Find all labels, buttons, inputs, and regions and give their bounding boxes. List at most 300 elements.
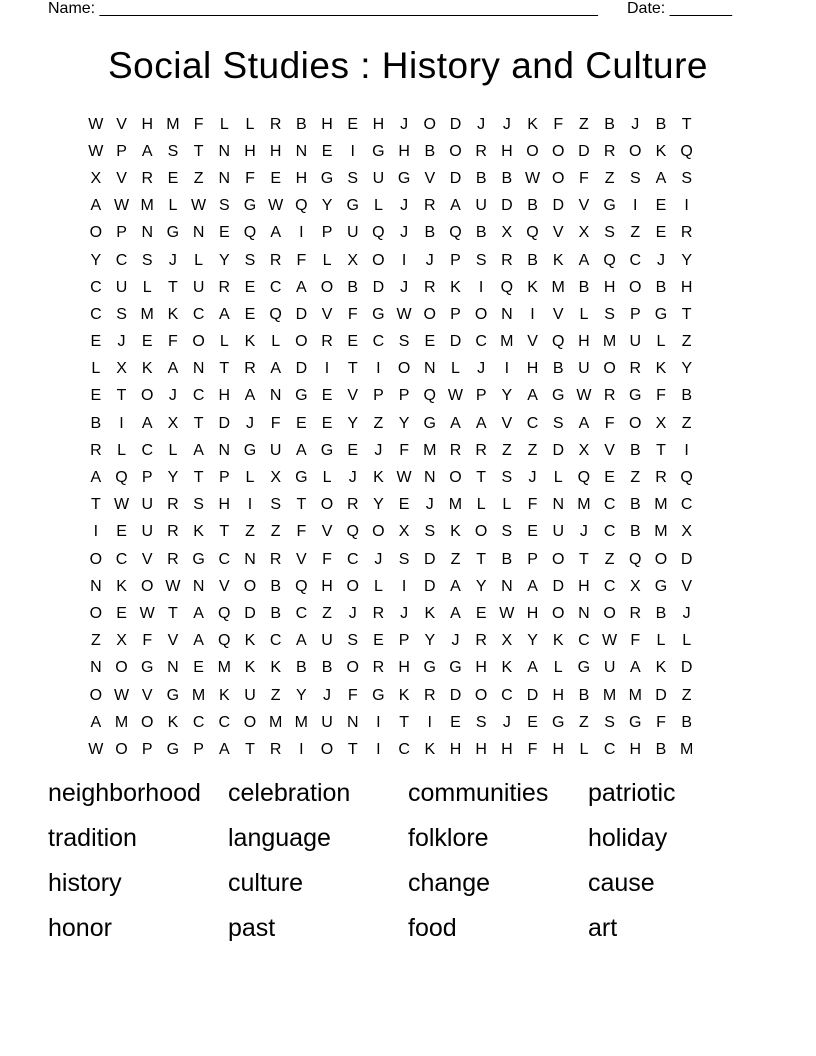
- grid-letter: V: [296, 550, 307, 568]
- grid-letter: M: [602, 686, 617, 704]
- grid-letter: R: [424, 686, 436, 704]
- name-field-label: Name: ________________________________________________________: [48, 0, 598, 17]
- grid-letter: O: [372, 523, 385, 541]
- grid-letter: W: [602, 632, 618, 650]
- grid-letter: Z: [579, 115, 589, 133]
- grid-letter: R: [475, 441, 487, 459]
- grid-letter: J: [400, 115, 409, 133]
- grid-letter: Z: [501, 441, 512, 459]
- grid-row: [83, 600, 700, 627]
- grid-letter: E: [218, 224, 230, 242]
- grid-letter: V: [552, 305, 564, 323]
- word-bank-item: folklore: [408, 824, 489, 852]
- grid-row: [83, 138, 700, 165]
- grid-letter: G: [423, 414, 436, 432]
- grid-letter: B: [629, 441, 641, 459]
- grid-letter: M: [654, 523, 668, 541]
- grid-letter: T: [347, 740, 358, 758]
- grid-letter: K: [141, 360, 153, 378]
- grid-letter: G: [192, 550, 205, 568]
- grid-letter: E: [347, 333, 359, 351]
- grid-letter: X: [655, 414, 667, 432]
- grid-letter: G: [603, 197, 616, 215]
- grid-row: [83, 193, 700, 220]
- grid-letter: R: [680, 224, 693, 242]
- grid-letter: R: [603, 387, 616, 405]
- grid-letter: H: [269, 142, 282, 160]
- grid-letter: H: [552, 686, 564, 704]
- grid-letter: D: [372, 278, 385, 296]
- grid-letter: U: [475, 197, 487, 215]
- grid-letter: K: [167, 305, 179, 323]
- grid-letter: B: [475, 169, 487, 187]
- grid-letter: A: [450, 577, 461, 595]
- grid-letter: O: [423, 115, 436, 133]
- grid-letter: I: [401, 251, 407, 269]
- grid-letter: P: [450, 251, 461, 269]
- grid-letter: K: [552, 251, 564, 269]
- grid-letter: S: [141, 251, 153, 269]
- grid-letter: K: [655, 142, 667, 160]
- grid-letter: U: [372, 169, 385, 187]
- grid-letter: C: [90, 305, 102, 323]
- grid-letter: S: [604, 305, 615, 323]
- grid-letter: E: [527, 713, 538, 731]
- grid-letter: U: [141, 496, 153, 514]
- grid-letter: C: [192, 387, 205, 405]
- grid-letter: M: [294, 713, 308, 731]
- grid-letter: B: [655, 604, 667, 622]
- grid-letter: Z: [579, 713, 589, 731]
- grid-letter: B: [501, 169, 513, 187]
- grid-letter: J: [400, 278, 409, 296]
- grid-letter: K: [244, 632, 256, 650]
- grid-row: [83, 111, 700, 138]
- grid-letter: H: [501, 740, 513, 758]
- word-bank-item: tradition: [48, 824, 137, 852]
- grid-letter: H: [475, 740, 487, 758]
- grid-letter: H: [321, 577, 333, 595]
- grid-letter: N: [501, 305, 513, 323]
- grid-letter: O: [654, 550, 668, 568]
- grid-letter: R: [244, 360, 256, 378]
- grid-letter: M: [217, 659, 231, 677]
- grid-letter: Y: [90, 251, 102, 269]
- grid-letter: R: [424, 197, 436, 215]
- grid-letter: G: [346, 197, 359, 215]
- grid-letter: X: [578, 224, 590, 242]
- grid-letter: W: [88, 115, 104, 133]
- grid-letter: W: [499, 604, 515, 622]
- word-bank-item: food: [408, 914, 457, 942]
- grid-letter: A: [193, 441, 204, 459]
- grid-letter: Z: [193, 169, 204, 187]
- grid-letter: N: [552, 496, 564, 514]
- grid-letter: N: [295, 142, 308, 160]
- grid-letter: A: [578, 251, 590, 269]
- grid-letter: D: [424, 550, 436, 568]
- grid-letter: A: [527, 659, 538, 677]
- grid-letter: X: [629, 577, 641, 595]
- grid-letter: A: [90, 713, 102, 731]
- grid-letter: F: [553, 115, 564, 133]
- grid-letter: M: [114, 713, 129, 731]
- grid-letter: R: [372, 604, 385, 622]
- grid-letter: H: [629, 740, 642, 758]
- grid-letter: O: [474, 523, 488, 541]
- grid-letter: E: [90, 387, 102, 405]
- grid-letter: U: [244, 686, 256, 704]
- grid-letter: S: [116, 305, 127, 323]
- grid-letter: E: [193, 659, 204, 677]
- grid-letter: P: [527, 550, 538, 568]
- grid-letter: S: [501, 469, 513, 487]
- grid-letter: R: [90, 441, 102, 459]
- grid-letter: G: [629, 713, 642, 731]
- grid-letter: J: [400, 224, 409, 242]
- grid-letter: T: [579, 550, 589, 568]
- grid-letter: A: [296, 632, 307, 650]
- grid-letter: S: [398, 333, 410, 351]
- grid-letter: X: [90, 169, 102, 187]
- grid-letter: A: [450, 197, 461, 215]
- grid-letter: O: [551, 142, 565, 160]
- grid-letter: E: [321, 142, 333, 160]
- grid-letter: Q: [269, 305, 282, 323]
- grid-letter: O: [474, 686, 488, 704]
- grid-letter: S: [347, 169, 359, 187]
- grid-row: [83, 546, 700, 573]
- grid-letter: D: [449, 115, 462, 133]
- grid-letter: C: [475, 333, 487, 351]
- grid-letter: V: [116, 115, 127, 133]
- grid-letter: H: [398, 142, 410, 160]
- grid-letter: A: [141, 142, 153, 160]
- grid-letter: C: [680, 496, 693, 514]
- grid-row: [83, 736, 700, 763]
- grid-letter: R: [269, 550, 282, 568]
- grid-letter: O: [89, 686, 103, 704]
- grid-letter: M: [551, 278, 565, 296]
- grid-letter: B: [90, 414, 102, 432]
- grid-letter: Z: [90, 632, 101, 650]
- grid-letter: P: [398, 632, 410, 650]
- grid-letter: D: [578, 142, 590, 160]
- grid-letter: F: [656, 713, 666, 731]
- grid-letter: V: [347, 387, 359, 405]
- grid-letter: Q: [551, 333, 565, 351]
- grid-letter: Z: [630, 224, 641, 242]
- grid-letter: A: [527, 387, 538, 405]
- grid-letter: P: [141, 469, 153, 487]
- grid-row: [83, 709, 700, 736]
- grid-letter: R: [269, 251, 282, 269]
- letter-grid: [83, 111, 700, 764]
- grid-letter: Q: [372, 224, 385, 242]
- grid-letter: H: [552, 740, 564, 758]
- grid-letter: I: [299, 224, 304, 242]
- page-title: Social Studies : History and Culture: [108, 45, 708, 86]
- grid-letter: J: [117, 333, 126, 351]
- grid-letter: N: [218, 441, 231, 459]
- grid-letter: C: [629, 251, 642, 269]
- grid-letter: O: [320, 278, 334, 296]
- grid-letter: M: [500, 333, 514, 351]
- grid-letter: Z: [270, 686, 281, 704]
- grid-letter: P: [450, 305, 461, 323]
- grid-letter: E: [321, 414, 333, 432]
- grid-letter: H: [449, 740, 462, 758]
- grid-letter: B: [270, 577, 281, 595]
- grid-letter: M: [628, 686, 642, 704]
- grid-letter: J: [502, 713, 511, 731]
- grid-letter: V: [527, 333, 538, 351]
- grid-letter: T: [193, 142, 204, 160]
- grid-letter: W: [396, 469, 412, 487]
- grid-letter: T: [168, 604, 178, 622]
- grid-letter: V: [604, 441, 615, 459]
- grid-letter: I: [530, 305, 535, 323]
- grid-letter: X: [167, 414, 179, 432]
- grid-letter: C: [115, 550, 128, 568]
- grid-letter: J: [348, 604, 357, 622]
- grid-letter: D: [449, 169, 462, 187]
- grid-letter: B: [296, 115, 307, 133]
- grid-letter: L: [219, 333, 229, 351]
- grid-letter: N: [192, 360, 205, 378]
- grid-letter: P: [116, 224, 127, 242]
- grid-letter: O: [474, 305, 488, 323]
- grid-letter: S: [218, 197, 230, 215]
- grid-letter: O: [89, 224, 103, 242]
- grid-row: [83, 573, 700, 600]
- grid-letter: K: [552, 632, 564, 650]
- grid-letter: S: [475, 713, 487, 731]
- grid-letter: O: [603, 360, 616, 378]
- grid-letter: X: [578, 441, 590, 459]
- grid-letter: J: [682, 604, 691, 622]
- grid-letter: Z: [527, 441, 538, 459]
- grid-letter: A: [578, 414, 590, 432]
- grid-letter: I: [427, 713, 432, 731]
- grid-letter: Q: [577, 469, 591, 487]
- grid-letter: S: [681, 169, 692, 187]
- grid-letter: M: [423, 441, 437, 459]
- grid-letter: I: [93, 523, 99, 541]
- grid-row: [83, 383, 700, 410]
- grid-letter: O: [551, 604, 565, 622]
- grid-letter: J: [528, 469, 537, 487]
- grid-letter: N: [346, 713, 359, 731]
- grid-letter: B: [527, 251, 538, 269]
- grid-letter: F: [296, 251, 307, 269]
- grid-letter: A: [218, 740, 230, 758]
- grid-letter: E: [167, 169, 179, 187]
- grid-letter: G: [295, 387, 308, 405]
- grid-row: [83, 519, 700, 546]
- grid-letter: L: [502, 496, 512, 514]
- grid-letter: L: [271, 333, 281, 351]
- grid-letter: O: [346, 659, 359, 677]
- grid-letter: E: [296, 414, 307, 432]
- grid-letter: L: [168, 441, 178, 459]
- grid-letter: P: [629, 305, 641, 323]
- grid-letter: S: [604, 713, 615, 731]
- grid-letter: L: [245, 115, 255, 133]
- grid-letter: H: [526, 604, 539, 622]
- grid-letter: T: [656, 441, 666, 459]
- grid-letter: E: [450, 713, 461, 731]
- grid-letter: F: [142, 632, 153, 650]
- grid-letter: U: [603, 659, 616, 677]
- grid-letter: X: [398, 523, 410, 541]
- grid-row: [83, 628, 700, 655]
- grid-letter: L: [373, 197, 383, 215]
- grid-letter: U: [192, 278, 205, 296]
- grid-letter: Q: [218, 632, 231, 650]
- grid-letter: N: [501, 577, 513, 595]
- grid-letter: L: [322, 251, 332, 269]
- grid-letter: C: [218, 713, 231, 731]
- grid-letter: B: [604, 115, 615, 133]
- grid-letter: J: [425, 251, 434, 269]
- grid-letter: C: [526, 414, 539, 432]
- grid-letter: T: [116, 387, 127, 405]
- grid-letter: L: [91, 360, 101, 378]
- grid-letter: U: [269, 441, 282, 459]
- grid-letter: W: [113, 686, 130, 704]
- grid-letter: L: [656, 632, 666, 650]
- grid-letter: O: [346, 577, 359, 595]
- grid-letter: M: [140, 197, 154, 215]
- grid-letter: J: [348, 469, 357, 487]
- grid-letter: T: [193, 469, 204, 487]
- grid-letter: F: [245, 169, 255, 187]
- grid-letter: O: [629, 278, 642, 296]
- grid-letter: C: [603, 496, 616, 514]
- grid-letter: H: [141, 115, 153, 133]
- grid-letter: F: [656, 387, 666, 405]
- grid-letter: E: [347, 115, 359, 133]
- grid-letter: Y: [475, 577, 487, 595]
- grid-letter: L: [579, 740, 589, 758]
- grid-letter: N: [141, 224, 153, 242]
- grid-letter: W: [524, 169, 541, 187]
- grid-letter: W: [447, 387, 464, 405]
- grid-letter: C: [269, 278, 282, 296]
- grid-letter: L: [682, 632, 692, 650]
- word-bank: [48, 776, 768, 945]
- grid-letter: T: [219, 360, 230, 378]
- grid-letter: H: [218, 387, 231, 405]
- grid-letter: K: [501, 659, 513, 677]
- grid-letter: G: [423, 659, 436, 677]
- grid-letter: L: [656, 333, 666, 351]
- grid-letter: B: [270, 604, 281, 622]
- grid-letter: J: [656, 251, 665, 269]
- header: [48, 0, 732, 18]
- grid-letter: Q: [115, 469, 128, 487]
- grid-letter: Z: [270, 523, 281, 541]
- grid-letter: A: [270, 360, 281, 378]
- grid-letter: X: [681, 523, 692, 541]
- grid-letter: E: [116, 523, 127, 541]
- grid-letter: P: [321, 224, 333, 242]
- grid-letter: B: [655, 115, 667, 133]
- grid-letter: O: [295, 333, 308, 351]
- grid-letter: E: [655, 224, 667, 242]
- grid-letter: K: [527, 115, 538, 133]
- grid-letter: E: [424, 333, 436, 351]
- grid-letter: Q: [295, 197, 308, 215]
- grid-letter: J: [374, 441, 383, 459]
- grid-letter: H: [372, 115, 385, 133]
- grid-letter: C: [603, 577, 616, 595]
- grid-letter: F: [347, 305, 358, 323]
- grid-letter: I: [376, 360, 381, 378]
- grid-letter: A: [193, 632, 204, 650]
- grid-letter: A: [296, 278, 307, 296]
- word-bank-item: culture: [228, 869, 304, 897]
- grid-letter: W: [165, 577, 181, 595]
- grid-letter: R: [372, 659, 385, 677]
- word-bank-item: honor: [48, 914, 112, 942]
- grid-letter: Y: [398, 414, 410, 432]
- grid-letter: W: [113, 197, 130, 215]
- grid-letter: D: [218, 414, 231, 432]
- grid-letter: O: [397, 360, 411, 378]
- grid-letter: D: [449, 333, 462, 351]
- grid-letter: J: [631, 115, 640, 133]
- grid-letter: R: [218, 278, 231, 296]
- grid-letter: B: [424, 224, 436, 242]
- grid-letter: K: [424, 604, 436, 622]
- grid-letter: J: [374, 550, 383, 568]
- grid-letter: O: [89, 604, 103, 622]
- grid-letter: A: [90, 197, 102, 215]
- grid-letter: H: [475, 659, 487, 677]
- grid-letter: E: [270, 169, 281, 187]
- grid-letter: E: [527, 523, 538, 541]
- grid-letter: U: [629, 333, 642, 351]
- grid-letter: T: [399, 713, 409, 731]
- grid-letter: I: [119, 414, 124, 432]
- grid-letter: G: [551, 387, 565, 405]
- grid-letter: V: [501, 414, 513, 432]
- grid-letter: L: [168, 197, 178, 215]
- grid-letter: R: [167, 496, 179, 514]
- grid-letter: A: [167, 360, 179, 378]
- grid-letter: Z: [604, 550, 615, 568]
- grid-letter: G: [166, 686, 180, 704]
- grid-letter: O: [320, 496, 334, 514]
- grid-letter: Q: [295, 577, 308, 595]
- grid-letter: R: [655, 469, 667, 487]
- grid-letter: X: [501, 224, 513, 242]
- grid-letter: K: [424, 740, 436, 758]
- grid-letter: G: [372, 305, 385, 323]
- grid-letter: B: [424, 142, 436, 160]
- grid-letter: R: [449, 441, 462, 459]
- grid-letter: I: [684, 197, 689, 215]
- word-bank-item: language: [228, 824, 331, 852]
- grid-letter: B: [552, 360, 564, 378]
- grid-letter: E: [244, 305, 256, 323]
- grid-letter: D: [680, 659, 693, 677]
- grid-letter: O: [526, 142, 539, 160]
- grid-letter: V: [552, 224, 564, 242]
- grid-letter: R: [424, 278, 436, 296]
